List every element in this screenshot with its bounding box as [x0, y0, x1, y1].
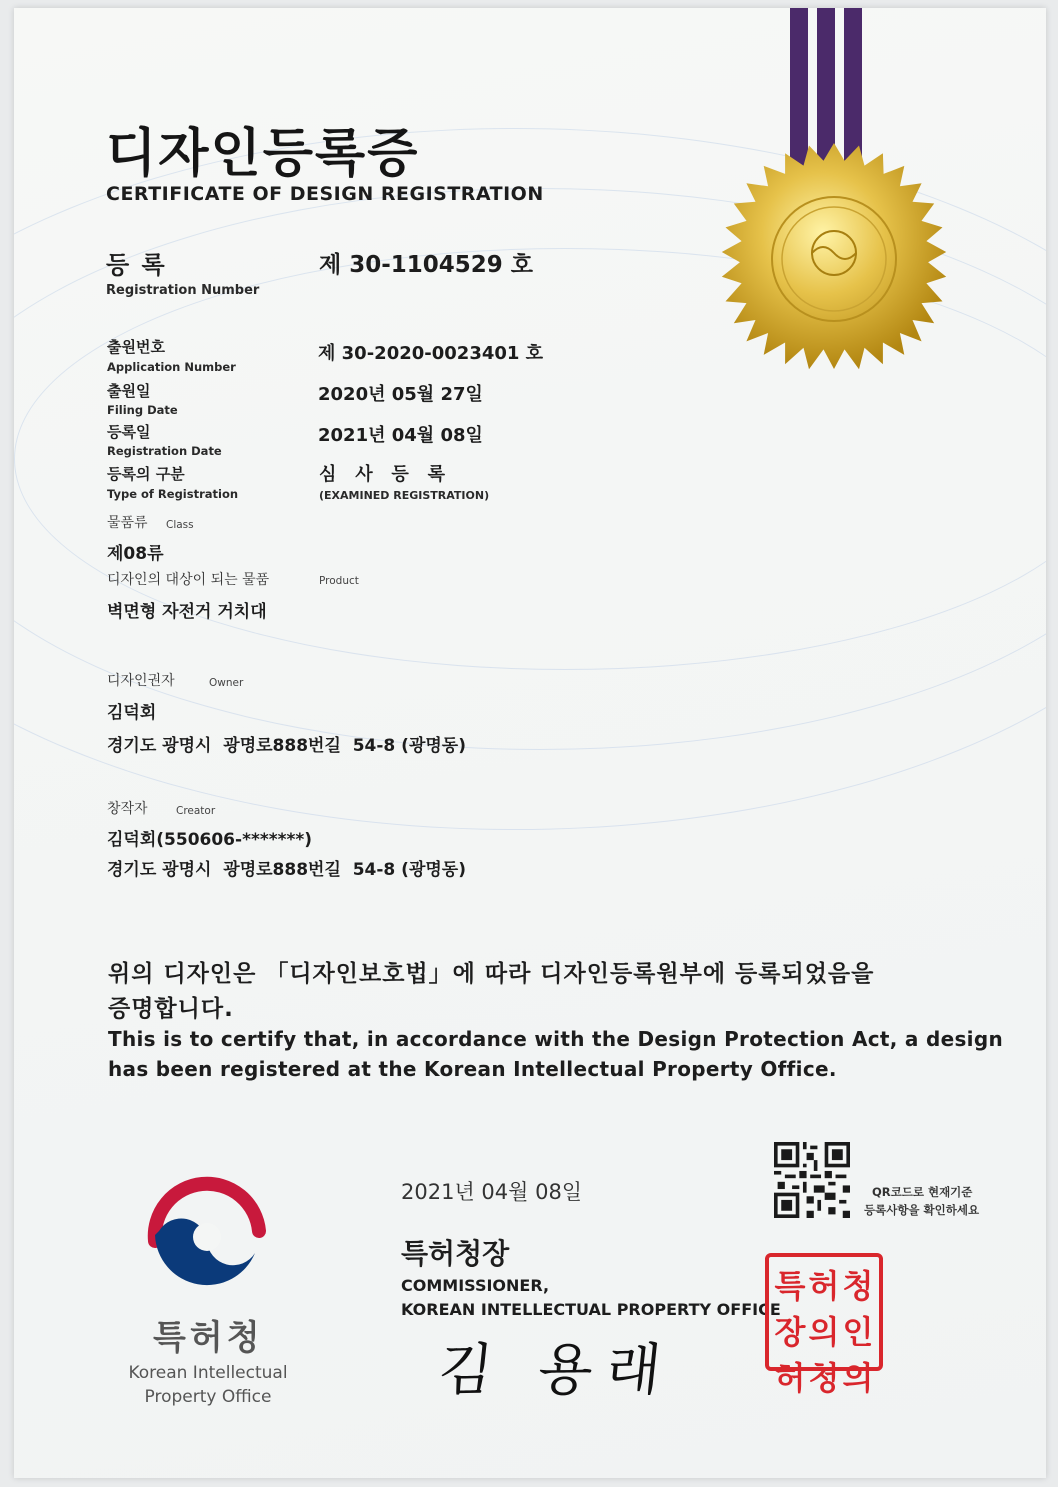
registration-date-value: 2021년 04월 08일: [318, 425, 483, 446]
certification-en-line2: has been registered at the Korean Intellectual Property Office.: [108, 1057, 837, 1081]
owner-address: 경기도 광명시 광명로888번길 54-8 (광명동): [107, 736, 466, 756]
certification-kr-line2: 증명합니다.: [108, 996, 234, 1022]
certification-kr-line1: 위의 디자인은 「디자인보호법」에 따라 디자인등록원부에 등록되었음을: [108, 961, 875, 987]
application-number-label-kr: 출원번호: [107, 338, 165, 356]
creator-label-kr: 창작자: [107, 801, 148, 817]
commissioner-en-line1: COMMISSIONER,: [401, 1276, 550, 1295]
title-kr: 디자인등록증: [106, 124, 420, 184]
qr-note-line1: QR코드로 현재기준: [872, 1185, 973, 1199]
filing-date-label-en: Filing Date: [107, 403, 178, 417]
owner-name: 김덕회: [107, 703, 157, 723]
product-label-en: Product: [319, 575, 359, 587]
registration-date-label-en: Registration Date: [107, 444, 222, 458]
stamp-char: 청: [808, 1359, 840, 1397]
registration-date-label-kr: 등록일: [107, 423, 151, 441]
registration-label-kr: 등 록: [106, 251, 167, 279]
gold-seal-icon: [704, 141, 964, 401]
qr-note-line2: 등록사항을 확인하세요: [864, 1203, 980, 1217]
registration-type-value-en: (EXAMINED REGISTRATION): [319, 489, 490, 502]
application-number-label-en: Application Number: [107, 360, 236, 374]
creator-label-en: Creator: [176, 805, 216, 817]
class-value: 제08류: [107, 544, 164, 564]
official-red-stamp: [765, 1253, 883, 1397]
kipo-logo-en-line1: Korean Intellectual: [128, 1363, 288, 1383]
stamp-char: 의: [842, 1359, 874, 1397]
registration-type-label-kr: 등록의 구분: [107, 465, 185, 483]
kipo-taegeuk-logo-icon: [145, 1171, 269, 1295]
commissioner-en-line2: KOREAN INTELLECTUAL PROPERTY OFFICE: [401, 1300, 781, 1319]
class-label-en: Class: [166, 519, 194, 531]
stamp-char: 의: [808, 1313, 840, 1351]
product-label-kr: 디자인의 대상이 되는 물품: [107, 572, 270, 588]
kipo-logo-en: [118, 1361, 298, 1409]
product-value: 벽면형 자전거 거치대: [107, 602, 267, 622]
filing-date-label-kr: 출원일: [107, 382, 151, 400]
creator-name: 김덕회(550606-*******): [107, 830, 313, 850]
filing-date-value: 2020년 05월 27일: [318, 384, 483, 405]
certificate-paper: [14, 8, 1046, 1478]
registration-label-en: Registration Number: [106, 283, 260, 298]
stamp-char: 인: [842, 1313, 874, 1351]
stamp-char: 허: [808, 1267, 840, 1305]
commissioner-signature: 김 용래: [435, 1338, 679, 1403]
certification-en-line1: This is to certify that, in accordance with the Design Protection Act, a design: [108, 1027, 1003, 1051]
stamp-char: 허: [774, 1359, 806, 1397]
stamp-char: 장: [774, 1313, 806, 1351]
creator-address: 경기도 광명시 광명로888번길 54-8 (광명동): [107, 860, 466, 880]
kipo-logo-name: 특허청: [153, 1318, 264, 1358]
qr-code-icon[interactable]: [774, 1142, 850, 1218]
owner-label-en: Owner: [209, 677, 244, 689]
class-label-kr: 물품류: [107, 515, 148, 531]
registration-type-label-en: Type of Registration: [107, 487, 239, 501]
title-en: CERTIFICATE OF DESIGN REGISTRATION: [106, 183, 544, 205]
kipo-logo-en-line2: Property Office: [144, 1387, 272, 1407]
registration-number: 제 30-1104529 호: [319, 252, 534, 278]
owner-label-kr: 디자인권자: [107, 673, 175, 689]
stamp-char: 특: [774, 1267, 806, 1305]
issue-date: 2021년 04월 08일: [401, 1180, 583, 1204]
registration-type-value: 심 사 등 록: [319, 464, 445, 485]
commissioner-kr: 특허청장: [401, 1237, 510, 1270]
stamp-char: 청: [842, 1267, 874, 1305]
application-number-value: 제 30-2020-0023401 호: [318, 343, 544, 364]
